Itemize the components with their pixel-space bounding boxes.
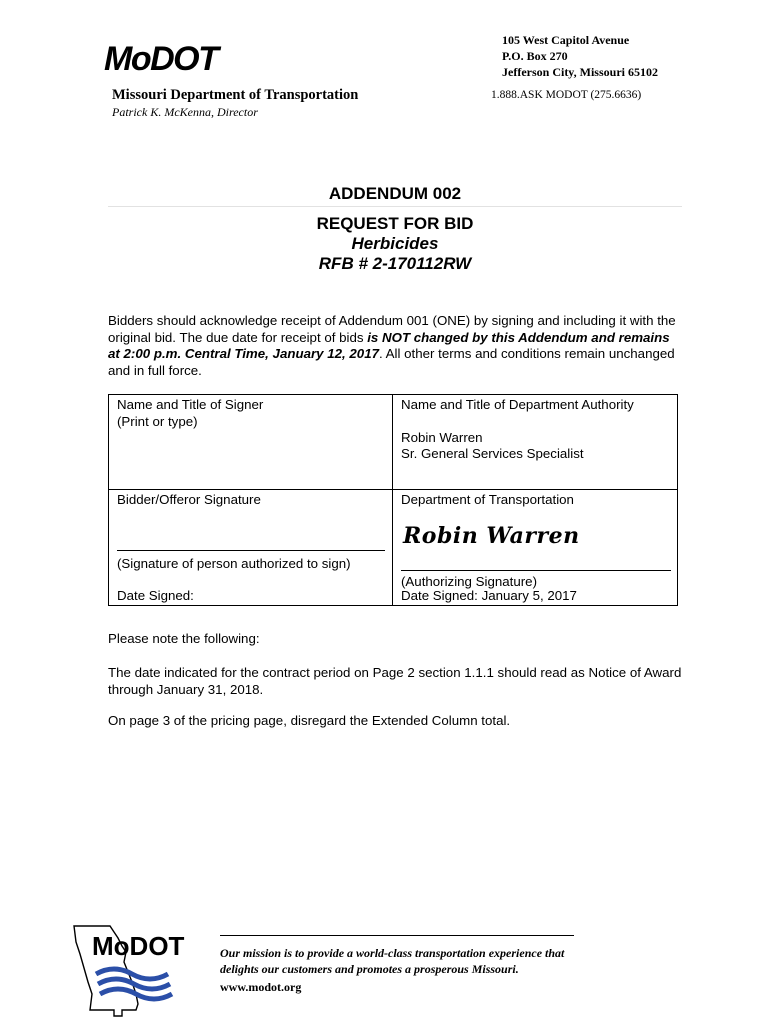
bidder-signature-label: Bidder/Offeror Signature — [117, 492, 261, 507]
note-pricing-page: On page 3 of the pricing page, disregard the Extended Column total. — [108, 713, 511, 728]
intro-paragraph — [108, 313, 682, 379]
intro-text-2: . All other terms and conditions remain unchanged and in full force. — [108, 346, 675, 378]
signature-table — [108, 394, 678, 606]
signer-label-hint: (Print or type) — [117, 413, 198, 429]
footer-logo-text: MoDOT — [92, 931, 185, 961]
department-date-cell — [393, 586, 678, 605]
director-name: Patrick K. McKenna, Director — [112, 105, 258, 119]
addendum-title: ADDENDUM 002 — [328, 184, 462, 203]
heading-divider — [108, 206, 682, 207]
authorizing-signature: Robin Warren — [403, 523, 580, 549]
mailing-address — [502, 32, 658, 80]
mission-line-1: Our mission is to provide a world-class transportation experience that — [220, 946, 565, 960]
bidder-date-signed: Date Signed: — [117, 588, 194, 603]
authority-title: Sr. General Services Specialist — [401, 446, 584, 461]
mission-statement — [220, 945, 564, 977]
bidder-signature-caption: (Signature of person authorized to sign) — [117, 556, 351, 571]
rfb-heading — [108, 214, 682, 274]
authority-name: Robin Warren — [401, 429, 483, 445]
signer-label: Name and Title of Signer — [117, 397, 264, 412]
address-city: Jefferson City, Missouri 65102 — [502, 65, 658, 79]
signer-name-cell[interactable] — [109, 395, 393, 490]
address-po-box: P.O. Box 270 — [502, 49, 568, 63]
footer-divider — [220, 935, 574, 936]
rfb-number: RFB # 2-170112RW — [318, 254, 472, 273]
department-signature-cell — [393, 490, 678, 587]
rfb-subject: Herbicides — [351, 234, 439, 253]
modot-logo: MoDOT — [104, 40, 218, 78]
bidder-signature-cell[interactable] — [109, 490, 393, 587]
authorizing-caption: (Authorizing Signature) — [401, 574, 537, 589]
authorizing-signature-line — [401, 570, 671, 571]
phone-number: 1.888.ASK MODOT (275.6636) — [491, 89, 642, 101]
website-link[interactable]: www.modot.org — [220, 980, 302, 994]
address-street: 105 West Capitol Avenue — [502, 33, 630, 47]
authority-cell — [393, 395, 678, 490]
authority-label: Name and Title of Department Authority — [401, 397, 634, 412]
intro-text-1: Bidders should acknowledge receipt of Addendum 001 (ONE) by signing and including it with the original bid. The due date for receipt of bids — [108, 313, 676, 345]
note-contract-period: The date indicated for the contract period on Page 2 section 1.1.1 should read as Notice of Award through January 31, 2018. — [108, 665, 682, 697]
department-date-signed: Date Signed: January 5, 2017 — [401, 588, 577, 603]
bidder-signature-line — [117, 550, 385, 551]
department-label: Department of Transportation — [401, 492, 574, 507]
mission-line-2: delights our customers and promotes a prosperous Missouri. — [220, 962, 519, 976]
department-name: Missouri Department of Transportation — [112, 87, 359, 103]
bidder-date-cell[interactable] — [109, 586, 393, 605]
modot-footer-logo-icon — [70, 922, 210, 1022]
request-title: REQUEST FOR BID — [316, 214, 474, 233]
notes-lead: Please note the following: — [108, 631, 260, 646]
intro-emphasis: is NOT changed by this Addendum and remains at 2:00 p.m. Central Time, January 12, 2017 — [108, 329, 670, 361]
